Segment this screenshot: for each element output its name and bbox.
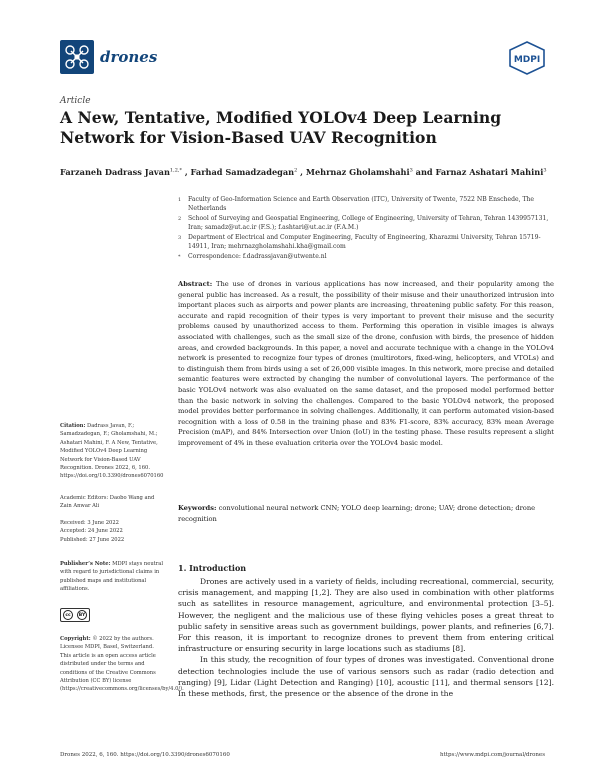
publisher-note-text: MDPI stays neutral with regard to jurisdictional claims in published maps and institutional affiliations. — [60, 561, 163, 593]
by-icon: BY — [77, 610, 87, 620]
drone-icon — [60, 40, 94, 74]
affiliation-number: 1 — [178, 197, 182, 203]
affiliation-text: School of Surveying and Geospatial Engineering, College of Engineering, University of Tehran, Tehran 1439957131, Iran; samadz@ut.ac.ir (F.S.); f.ashtari@ut.ac.ir (F.A.M.) — [188, 215, 549, 231]
affiliation-item — [178, 196, 558, 214]
keywords-text: convolutional neural network CNN; YOLO deep learning; drone; UAV; drone detection; drone recognition — [178, 504, 536, 523]
cc-by-license-icon[interactable] — [60, 608, 90, 622]
citation-label: Citation: — [60, 423, 86, 429]
affiliation-number: 3 — [178, 235, 182, 242]
intro-paragraph: Drones are actively used in a variety of fields, including recreational, commercial, security, crisis management, and mapping [1,2]. They are also used in combination with other platforms such as satellites in resource management, agriculture, and environmental protection [3–5]. However, the negligent and the malicious use of these flying vehicles poses a great threat to public safety in sensitive areas such as government buildings, power plants, and refineries [6,7]. For this reason, it is important to recognize drones to prevent them from entering critical infrastructure or ensuring security in large locations such as stadiums [8]. — [178, 577, 554, 654]
keywords — [178, 503, 554, 524]
published-date: Published: 27 June 2022 — [60, 536, 125, 543]
received-date: Received: 3 June 2022 — [60, 520, 119, 526]
citation-block — [60, 422, 164, 481]
author-sup: 3 — [409, 167, 413, 174]
affiliations — [178, 196, 558, 264]
author-sup: 3 — [543, 167, 547, 174]
introduction-body — [178, 576, 554, 699]
affiliation-number: 2 — [178, 216, 182, 223]
academic-editors: Academic Editors: Daobo Wang and Zain Anwar Ali — [60, 495, 155, 510]
author-name: Farzaneh Dadrass Javan — [60, 167, 170, 177]
correspondence-text: Correspondence: f.dadrassjavan@utwente.nl — [188, 253, 327, 261]
affiliation-item — [178, 215, 558, 233]
affiliation-item — [178, 234, 558, 252]
abstract-text: The use of drones in various applications has now increased, and their popularity among the general public has increased. As a result, the possibility of their misuse and their unauthorized intrusion into important places such as airports and power plants are increasing, threatening public safety. For this reason, accurate and rapid recognition of their types is very important to prevent their misuse and the security problems caused by unauthorized access to them. Performing this operation in visible images is always associated with challenges, such as the small size of the drone, confusion with birds, the presence of hidden areas, and crowded backgrounds. In this paper, a novel and accurate technique with a change in the YOLOv4 network is presented to recognize four types of drones (multirotors, fixed-wing, helicopters, and VTOLs) and to distinguish them from birds using a set of 26,000 visible images. In this network, more precise and detailed semantic features were extracted by changing the number of convolutional layers. The performance of the basic YOLOv4 network was also evaluated on the same dataset, and the proposed model performed better than the basic network in solving the challenges. Compared to the basic YOLOv4 network, the proposed model provides better performance in solving challenges. Additionally, it can perform automated vision-based recognition with a loss of 0.58 in the training phase and 83% F1-score, 83% accuracy, 83% mean Average Precision (mAP), and 84% Intersection over Union (IoU) in the testing phase. These results represent a slight improvement of 4% in these evaluation criteria over the YOLOv4 basic model. — [178, 280, 554, 447]
author-name: Farhad Samadzadegan — [190, 167, 295, 177]
article-type: Article — [60, 96, 91, 106]
author-separator: , — [297, 167, 306, 177]
journal-name: drones — [100, 48, 158, 66]
author-sup: 2 — [294, 167, 298, 174]
author-list — [60, 167, 560, 177]
footer-citation: Drones 2022, 6, 160. https://doi.org/10.3390/drones6070160 — [60, 752, 230, 758]
publisher-note — [60, 560, 164, 594]
keywords-label: Keywords: — [178, 504, 217, 512]
publisher-note-label: Publisher’s Note: — [60, 561, 111, 567]
copyright-label: Copyright: — [60, 636, 91, 642]
author-separator: , — [181, 167, 191, 177]
cc-icon: cc — [63, 610, 73, 620]
author-name: Farnaz Ashatari Mahini — [435, 167, 544, 177]
author-separator: and — [412, 167, 436, 177]
accepted-date: Accepted: 24 June 2022 — [60, 528, 123, 535]
section-heading-introduction: 1. Introduction — [178, 563, 247, 573]
affiliation-text: Faculty of Geo-Information Science and Earth Observation (ITC), University of Twente, 7522 NB Enschede, The Netherlands — [188, 196, 535, 212]
author-sup: 1,2,* — [169, 167, 182, 174]
affiliation-text: Department of Electrical and Computer Engineering, Faculty of Engineering, Kharazmi University, Tehran 15719-14911, Iran; mehrnazgholamshahi.kha@gmail.com — [188, 234, 541, 250]
affiliation-item — [178, 253, 558, 262]
abstract — [178, 279, 554, 449]
dates-block — [60, 519, 164, 544]
affiliation-number: * — [178, 254, 181, 261]
copyright-text: © 2022 by the authors. Licensee MDPI, Basel, Switzerland. This article is an open access article distributed under the terms and conditions of the Creative Commons Attribution (CC BY) license (https://creativecommons.org/licenses/by/4.0/). — [60, 636, 184, 693]
author-name: Mehrnaz Gholamshahi — [305, 167, 410, 177]
paper-title: A New, Tentative, Modified YOLOv4 Deep Learning Network for Vision-Based UAV Recognition — [60, 108, 502, 147]
citation-text: Dadrass Javan, F.; Samadzadegan, F.; Gholamshahi, M.; Ashatari Mahini, F. A New, Tentative, Modified YOLOv4 Deep Learning Network for Vision-Based UAV Recognition. Drones 2022, 6, 160. https://doi.org/10.3390/drones6070160 — [60, 423, 164, 480]
footer-journal-url[interactable]: https://www.mdpi.com/journal/drones — [440, 752, 546, 758]
intro-paragraph: In this study, the recognition of four types of drones was investigated. Conventional drone detection technologies include the use of various sensors such as radar (radio detection and ranging) [9], Lidar (Light Detection and Ranging) [10], acoustic [11], and thermal sensors [12]. In these methods, first, the presence or the absence of the drone in the — [178, 655, 554, 699]
copyright-block — [60, 635, 184, 694]
journal-logo — [60, 40, 157, 74]
abstract-label: Abstract: — [178, 280, 213, 288]
mdpi-logo-text: MDPI — [513, 55, 541, 65]
mdpi-logo — [508, 41, 546, 75]
